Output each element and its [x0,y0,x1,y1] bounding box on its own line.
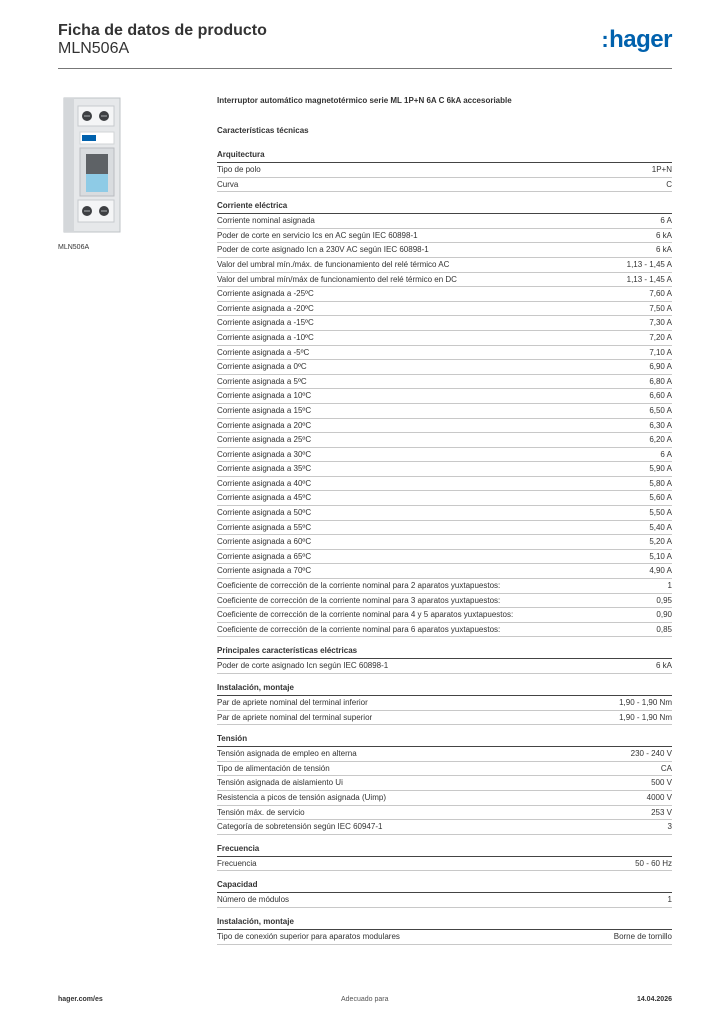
spec-sections [217,150,672,945]
spec-label: Tensión máx. de servicio [217,807,305,817]
spec-row [217,433,672,448]
spec-row [217,243,672,258]
spec-value: 5,20 A [649,537,672,547]
spec-section [217,646,672,674]
spec-label: Corriente asignada a 20ºC [217,420,312,430]
spec-value: 0,85 [656,624,672,634]
spec-value: 1,90 - 1,90 Nm [619,712,672,722]
spec-label: Poder de corte asignado Icn según IEC 60898-1 [217,661,389,671]
spec-row [217,389,672,404]
spec-value: 230 - 240 V [630,749,672,759]
spec-value: 1 [667,895,672,905]
spec-row [217,462,672,477]
spec-value: 50 - 60 Hz [635,858,672,868]
spec-label: Valor del umbral mín./máx. de funcionamiento del relé térmico AC [217,259,450,269]
spec-value: 6,20 A [649,435,672,445]
spec-label: Tipo de polo [217,165,261,174]
spec-row [217,747,672,762]
spec-label: Coeficiente de corrección de la corriente nominal para 3 aparatos yuxtapuestos: [217,595,501,605]
spec-value: 7,50 A [649,303,672,313]
spec-value: 7,20 A [649,332,672,342]
footer-note: Adecuado para [341,996,389,1003]
spec-label: Tensión asignada de aislamiento Ui [217,778,343,788]
spec-row [217,506,672,521]
spec-label: Tipo de alimentación de tensión [217,763,330,773]
spec-value: 5,60 A [649,493,672,503]
spec-section [217,201,672,637]
spec-row [217,893,672,908]
spec-row [217,360,672,375]
spec-value: 4000 V [646,792,672,802]
spec-row [217,857,672,872]
spec-label: Corriente asignada a 55ºC [217,522,312,532]
spec-label: Corriente asignada a 0ºC [217,362,307,372]
spec-label: Corriente asignada a 35ºC [217,464,312,474]
spec-row [217,550,672,565]
tech-characteristics-title: Características técnicas [217,126,309,135]
hager-logo: :hager [601,26,672,53]
spec-value: 7,60 A [649,289,672,299]
spec-value: 5,50 A [649,508,672,518]
spec-row [217,229,672,244]
footer-site: hager.com/es [58,996,103,1003]
spec-label: Coeficiente de corrección de la corriente nominal para 6 aparatos yuxtapuestos: [217,624,501,634]
spec-value: 5,90 A [649,464,672,474]
spec-value: 1,13 - 1,45 A [626,259,672,269]
spec-row [217,477,672,492]
spec-value: 0,90 [656,610,672,620]
spec-row [217,820,672,835]
spec-value: 5,10 A [649,551,672,561]
spec-row [217,711,672,726]
spec-row [217,659,672,674]
spec-row [217,535,672,550]
spec-section [217,880,672,908]
spec-value: 1 [667,581,672,591]
spec-value: 1,90 - 1,90 Nm [619,698,672,707]
spec-row [217,346,672,361]
section-title: Corriente eléctrica [217,201,672,214]
spec-section [217,844,672,872]
spec-section [217,683,672,725]
spec-label: Corriente asignada a 25ºC [217,435,312,445]
spec-label: Tipo de conexión superior para aparatos modulares [217,931,400,941]
spec-label: Corriente asignada a -5ºC [217,347,310,357]
spec-label: Par de apriete nominal del terminal inferior [217,698,368,707]
logo-text: hager [609,26,672,53]
section-title: Instalación, montaje [217,917,672,930]
spec-value: Borne de tornillo [613,931,672,941]
spec-row [217,579,672,594]
spec-row [217,696,672,711]
product-reference: MLN506A [58,40,130,57]
spec-label: Poder de corte en servicio Ics en AC según IEC 60898-1 [217,230,418,240]
spec-row [217,448,672,463]
spec-label: Tensión asignada de empleo en alterna [217,749,357,759]
spec-label: Coeficiente de corrección de la corriente nominal para 4 y 5 aparatos yuxtapuestos: [217,610,514,620]
image-caption: MLN506A [58,244,90,251]
spec-value: 5,40 A [649,522,672,532]
spec-row [217,331,672,346]
spec-label: Corriente asignada a 50ºC [217,508,312,518]
section-title: Capacidad [217,880,672,893]
spec-label: Par de apriete nominal del terminal superior [217,712,373,722]
section-title: Frecuencia [217,844,672,857]
spec-value: 4,90 A [649,566,672,576]
spec-row [217,404,672,419]
spec-row [217,776,672,791]
product-image [58,92,208,237]
spec-value: CA [660,763,672,773]
spec-value: 6 kA [655,230,672,240]
spec-row [217,930,672,945]
spec-row [217,178,672,193]
spec-row [217,302,672,317]
spec-row [217,419,672,434]
spec-value: 0,95 [656,595,672,605]
spec-label: Resistencia a picos de tensión asignada (Uimp) [217,792,386,802]
spec-row [217,163,672,178]
spec-value: 6,30 A [649,420,672,430]
section-title: Principales características eléctricas [217,646,672,659]
spec-row [217,564,672,579]
header-divider [58,68,672,69]
spec-section [217,150,672,192]
section-title: Instalación, montaje [217,683,672,696]
product-description: Interruptor automático magnetotérmico serie ML 1P+N 6A C 6kA accesoriable [217,96,512,105]
spec-label: Número de módulos [217,895,290,905]
spec-value: 3 [667,822,672,832]
spec-label: Curva [217,179,239,189]
spec-label: Corriente asignada a -20ºC [217,303,314,313]
spec-value: C [666,179,672,189]
spec-row [217,521,672,536]
spec-value: 6,60 A [649,391,672,401]
section-title: Tensión [217,734,672,747]
spec-row [217,762,672,777]
spec-value: 253 V [651,807,672,817]
spec-row [217,594,672,609]
spec-section [217,734,672,835]
spec-value: 6 A [660,449,672,459]
page-header [58,22,672,58]
spec-value: 1,13 - 1,45 A [626,274,672,284]
spec-value: 6 kA [655,661,672,671]
spec-label: Corriente asignada a 60ºC [217,537,312,547]
spec-label: Corriente asignada a -10ºC [217,332,314,342]
page-title: Ficha de datos de producto [58,22,267,39]
spec-row [217,258,672,273]
spec-value: 7,30 A [649,318,672,328]
spec-value: 500 V [651,778,672,788]
spec-value: 6,50 A [649,405,672,415]
spec-row [217,273,672,288]
spec-label: Corriente asignada a 45ºC [217,493,312,503]
spec-label: Corriente asignada a 15ºC [217,405,312,415]
spec-row [217,623,672,638]
spec-value: 6,90 A [649,362,672,372]
spec-label: Coeficiente de corrección de la corriente nominal para 2 aparatos yuxtapuestos: [217,581,501,591]
spec-label: Corriente asignada a 30ºC [217,449,312,459]
spec-section [217,917,672,945]
spec-value: 1P+N [651,165,672,174]
footer-date: 14.04.2026 [636,996,672,1003]
spec-row [217,491,672,506]
spec-label: Corriente asignada a 65ºC [217,551,312,561]
spec-value: 5,80 A [649,478,672,488]
spec-row [217,316,672,331]
spec-label: Categoría de sobretensión según IEC 60947-1 [217,822,383,832]
spec-value: 6,80 A [649,376,672,386]
spec-label: Poder de corte asignado Icn a 230V AC según IEC 60898-1 [217,245,429,255]
spec-label: Corriente nominal asignada [217,216,315,226]
spec-label: Corriente asignada a -25ºC [217,289,314,299]
spec-label: Frecuencia [217,858,257,868]
spec-row [217,375,672,390]
spec-row [217,214,672,229]
spec-label: Corriente asignada a 5ºC [217,376,307,386]
spec-row [217,608,672,623]
spec-row [217,791,672,806]
spec-content [217,96,672,954]
spec-label: Corriente asignada a -15ºC [217,318,314,328]
spec-label: Corriente asignada a 10ºC [217,391,312,401]
spec-label: Corriente asignada a 40ºC [217,478,312,488]
section-title: Arquitectura [217,150,672,163]
spec-value: 6 kA [655,245,672,255]
spec-value: 7,10 A [649,347,672,357]
spec-label: Valor del umbral mín/máx de funcionamiento del relé térmico en DC [217,274,457,284]
spec-row [217,806,672,821]
spec-label: Corriente asignada a 70ºC [217,566,312,576]
spec-value: 6 A [660,216,672,226]
spec-row [217,287,672,302]
